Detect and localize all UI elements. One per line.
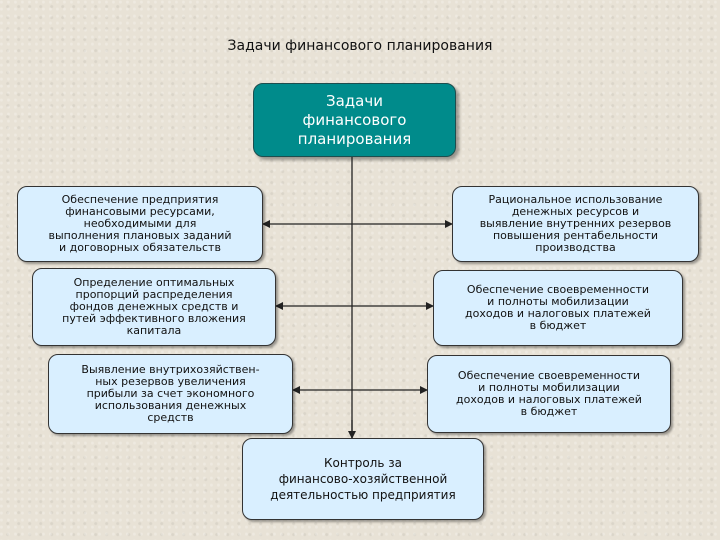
central-node-line: планирования — [297, 129, 412, 148]
box-line: ных резервов увеличения — [95, 375, 246, 388]
box-line: использования денежных — [94, 399, 247, 412]
box-line: необходимыми для — [83, 217, 197, 230]
box-line: в бюджет — [520, 405, 578, 418]
box-line: Обеспечение своевременности — [466, 283, 650, 296]
box-line: пропорций распределения — [75, 288, 233, 301]
box-line: Обеспечение своевременности — [457, 369, 641, 382]
left-task-box-3 — [48, 354, 293, 434]
box-line: фондов денежных средств и — [69, 300, 239, 313]
right-task-box-3 — [427, 355, 671, 433]
box-line: Рациональное использование — [488, 193, 663, 206]
right-task-box-1 — [452, 186, 699, 262]
box-line: выполнения плановых заданий — [48, 229, 232, 242]
box-line: и договорных обязательств — [59, 241, 221, 254]
box-line: и полноты мобилизации — [487, 295, 629, 308]
box-line: доходов и налоговых платежей — [456, 393, 642, 406]
box-line: путей эффективного вложения — [62, 312, 246, 325]
box-line: в бюджет — [529, 319, 587, 332]
box-line: финансовыми ресурсами, — [65, 205, 215, 218]
central-node-line: Задачи — [326, 91, 383, 110]
box-line: деятельностью предприятия — [270, 488, 456, 502]
box-line: Определение оптимальных — [73, 276, 235, 289]
left-task-box-2 — [32, 268, 276, 346]
box-line: средств — [147, 411, 194, 424]
box-line: Выявление внутрихозяйствен- — [81, 363, 260, 376]
box-line: повышения рентабельности — [492, 229, 659, 242]
box-line: Обеспечение предприятия — [61, 193, 219, 206]
box-line: прибыли за счет экономного — [86, 387, 255, 400]
right-task-box-2 — [433, 270, 683, 346]
box-line: финансово-хозяйственной — [278, 472, 448, 486]
box-line: капитала — [126, 324, 182, 337]
box-line: денежных ресурсов и — [511, 205, 640, 218]
box-line: производства — [535, 241, 616, 254]
page-title: Задачи финансового планирования — [227, 38, 493, 54]
box-line: и полноты мобилизации — [478, 381, 620, 394]
central-node-line: финансового — [302, 110, 407, 129]
control-box — [242, 438, 484, 520]
box-line: выявление внутренних резервов — [479, 217, 672, 230]
box-line: доходов и налоговых платежей — [465, 307, 651, 320]
left-task-box-1 — [17, 186, 263, 262]
box-line: Контроль за — [324, 456, 402, 470]
